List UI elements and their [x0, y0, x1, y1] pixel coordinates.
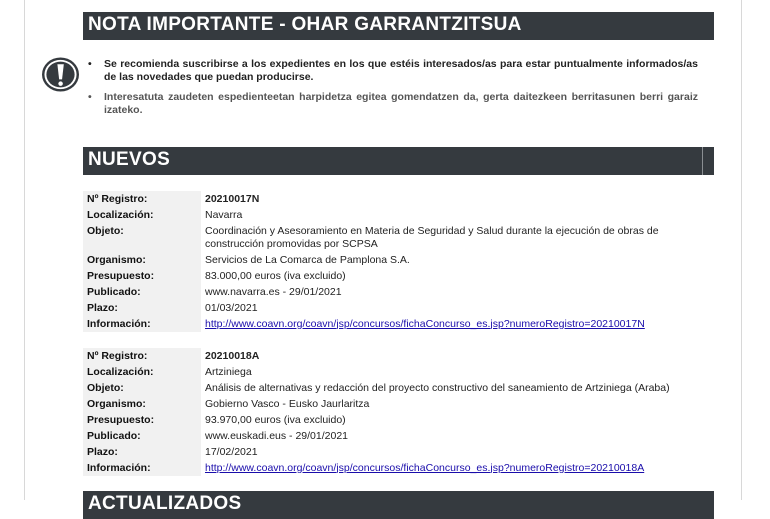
label-organismo: Organismo: [83, 252, 201, 268]
record-row-localizacion [83, 364, 714, 380]
value-registro: 20210018A [205, 349, 260, 362]
record-row-publicado [83, 428, 714, 444]
record-block [83, 191, 714, 332]
label-registro: Nº Registro: [83, 348, 201, 364]
label-publicado: Publicado: [83, 428, 201, 444]
note-spanish [88, 58, 698, 83]
value-publicado: www.navarra.es - 29/01/2021 [205, 285, 342, 298]
value-presupuesto: 83.000,00 euros (iva excluido) [205, 269, 346, 282]
new-section-title: NUEVOS [88, 149, 171, 170]
bullet: • [88, 91, 92, 103]
record-row-publicado [83, 284, 714, 300]
record-row-plazo [83, 300, 714, 316]
label-organismo: Organismo: [83, 396, 201, 412]
new-section-header [83, 147, 714, 175]
value-organismo: Gobierno Vasco - Eusko Jaurlaritza [205, 397, 370, 410]
record-row-registro [83, 191, 714, 207]
bullet: • [88, 58, 92, 70]
label-plazo: Plazo: [83, 444, 201, 460]
label-plazo: Plazo: [83, 300, 201, 316]
label-presupuesto: Presupuesto: [83, 412, 201, 428]
value-objeto: Coordinación y Asesoramiento en Materia de Seguridad y Salud durante la ejecución de obras de construcción promovidas por SCPSA [205, 224, 659, 250]
note-text: Interesatuta zaudeten espedienteetan harpidetza egitea gomendatzen da, gerta daitezkeen berritasunen berri garaiz izateko. [104, 91, 698, 116]
info-link[interactable]: http://www.coavn.org/coavn/jsp/concursos/fichaConcurso_es.jsp?numeroRegistro=20210018A [205, 461, 645, 474]
value-plazo: 01/03/2021 [205, 301, 258, 314]
updated-section-title: ACTUALIZADOS [88, 493, 242, 514]
record-row-presupuesto [83, 412, 714, 428]
value-objeto: Análisis de alternativas y redacción del proyecto constructivo del saneamiento de Artziniega (Araba) [205, 381, 670, 394]
note-text: Se recomienda suscribirse a los expedientes en los que estéis interesados/as para estar puntualmente informados/as de las novedades que puedan producirse. [104, 58, 698, 83]
record-block [83, 348, 714, 476]
info-link[interactable]: http://www.coavn.org/coavn/jsp/concursos/fichaConcurso_es.jsp?numeroRegistro=20210017N [205, 317, 645, 330]
value-plazo: 17/02/2021 [205, 445, 258, 458]
value-informacion [201, 316, 714, 332]
label-objeto: Objeto: [83, 380, 201, 396]
value-organismo: Servicios de La Comarca de Pamplona S.A. [205, 253, 410, 266]
important-section-title: NOTA IMPORTANTE - OHAR GARRANTZITSUA [88, 14, 522, 35]
label-localizacion: Localización: [83, 364, 201, 380]
important-section-header [83, 12, 714, 40]
label-presupuesto: Presupuesto: [83, 268, 201, 284]
exclamation-circle-icon [41, 56, 80, 93]
value-publicado: www.euskadi.eus - 29/01/2021 [205, 429, 349, 442]
note-basque [88, 91, 698, 116]
label-localizacion: Localización: [83, 207, 201, 223]
record-row-organismo [83, 252, 714, 268]
label-publicado: Publicado: [83, 284, 201, 300]
value-informacion [201, 460, 714, 476]
updated-section-header [83, 491, 714, 519]
record-row-objeto [83, 223, 714, 252]
label-registro: Nº Registro: [83, 191, 201, 207]
important-notes-list [88, 58, 698, 124]
record-row-presupuesto [83, 268, 714, 284]
label-informacion: Información: [83, 460, 201, 476]
record-row-registro [83, 348, 714, 364]
record-row-informacion [83, 460, 714, 476]
record-row-organismo [83, 396, 714, 412]
label-informacion: Información: [83, 316, 201, 332]
record-row-informacion [83, 316, 714, 332]
value-registro: 20210017N [205, 192, 260, 205]
header-divider [702, 147, 703, 175]
record-row-objeto [83, 380, 714, 396]
value-presupuesto: 93.970,00 euros (iva excluido) [205, 413, 346, 426]
label-objeto: Objeto: [83, 223, 201, 252]
record-row-plazo [83, 444, 714, 460]
record-row-localizacion [83, 207, 714, 223]
value-localizacion: Artziniega [205, 365, 252, 378]
value-localizacion: Navarra [205, 208, 243, 221]
